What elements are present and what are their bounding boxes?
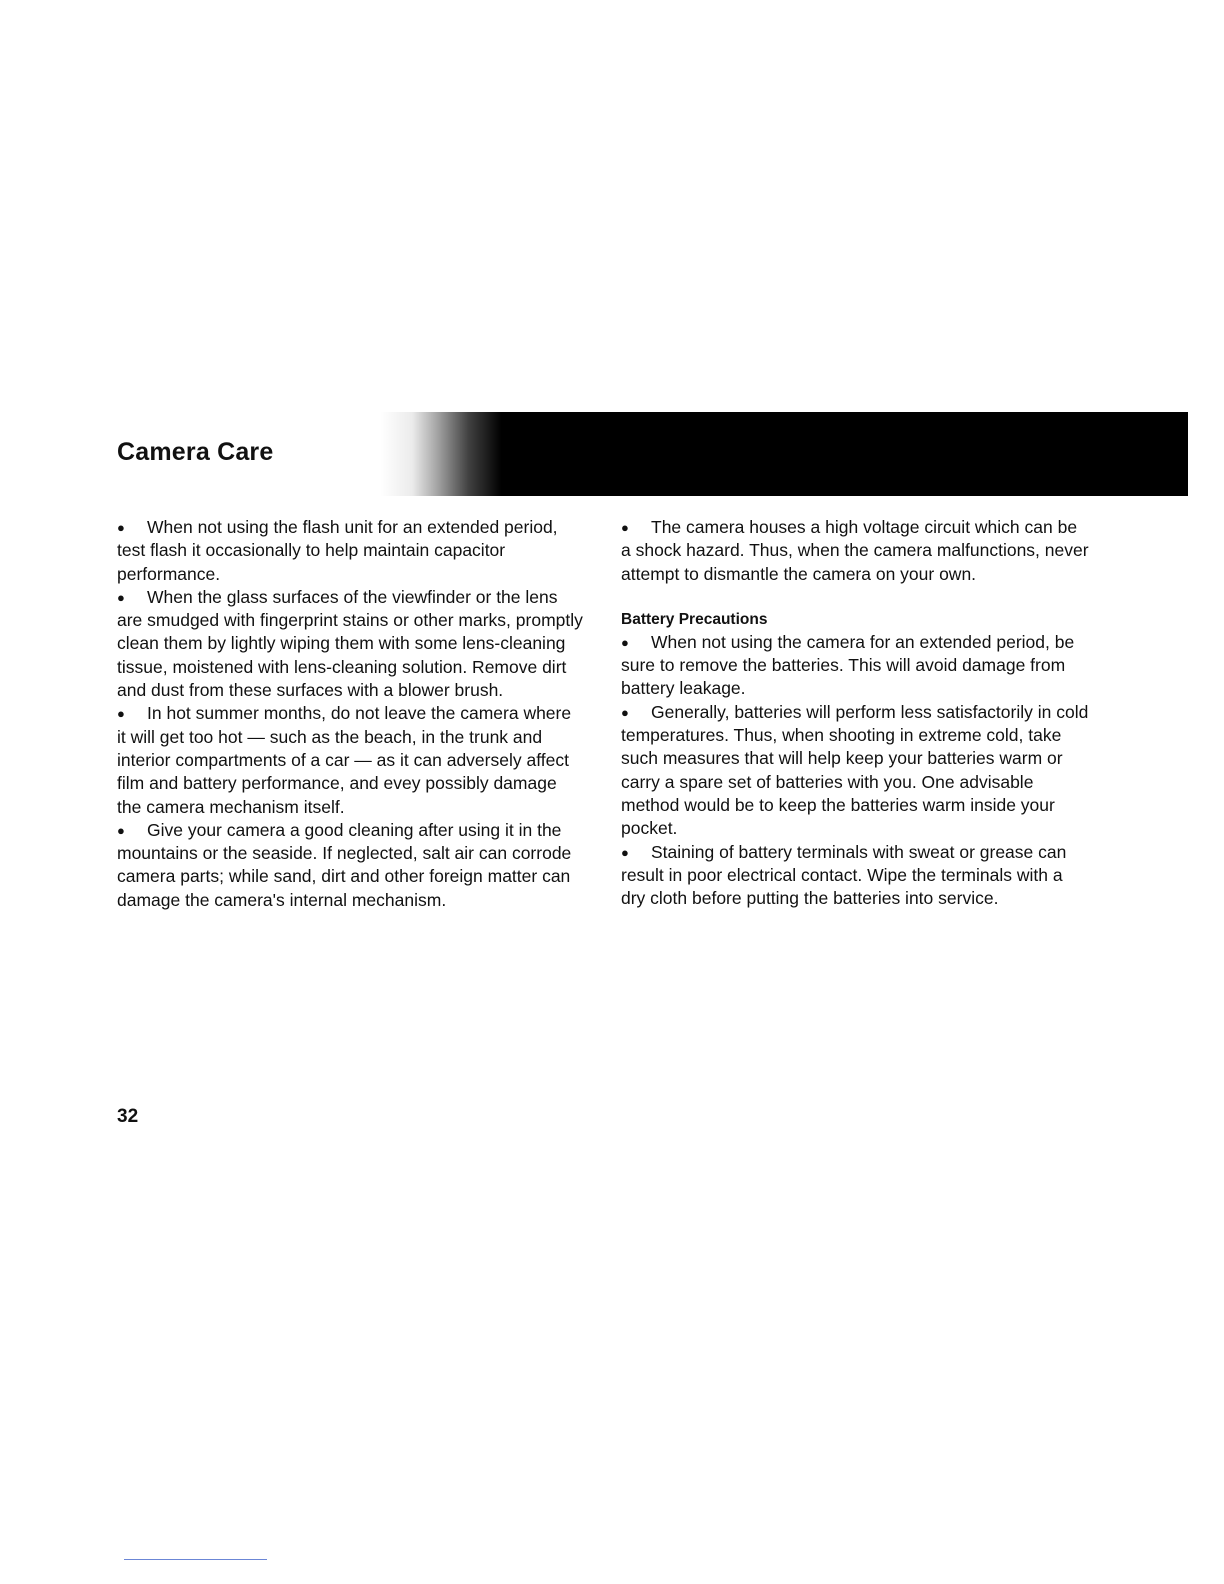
paragraph-text: When not using the camera for an extended period, be sure to remove the batteries. This will avoid damage from battery leakage. [621, 631, 1075, 699]
bullet-icon: ● [117, 706, 125, 722]
header-black-bar [380, 412, 1188, 496]
battery-precautions-heading: Battery Precautions [621, 610, 768, 628]
list-item [621, 631, 1091, 701]
paragraph-text: The camera houses a high voltage circuit which can be a shock hazard. Thus, when the camera malfunctions, never attempt to dismantle the camera on your own. [621, 517, 1089, 584]
right-column [621, 516, 1091, 910]
list-item [117, 819, 583, 912]
paragraph-text: Generally, batteries will perform less satisfactorily in cold temperatures. Thus, when shooting in extreme cold, take such measures that will help keep your batteries warm or carry a spare set of batteries with you. One advisable method would be to keep the batteries warm inside your pocket. [621, 701, 1089, 839]
page-number: 32 [117, 1106, 139, 1127]
bullet-icon: ● [117, 589, 125, 605]
paragraph-text: In hot summer months, do not leave the camera where it will get too hot — such as the beach, in the trunk and interior compartments of a car — as it can adversely affect film and battery performance, and evey possibly damage the camera mechanism itself. [117, 703, 572, 817]
list-item [117, 586, 583, 702]
section-title: Camera Care [117, 438, 274, 466]
bullet-icon: ● [621, 634, 629, 650]
paragraph-text: Staining of battery terminals with sweat or grease can result in poor electrical contact. Wipe the terminals with a dry cloth before putting the batteries into service. [621, 841, 1067, 909]
list-item [621, 701, 1091, 841]
paragraph-text: When not using the flash unit for an extended period, test flash it occasionally to help maintain capacitor performance. [117, 517, 558, 584]
bullet-icon: ● [621, 844, 629, 860]
list-item [621, 841, 1091, 911]
list-item [117, 516, 583, 586]
left-column [117, 516, 583, 912]
list-item [621, 516, 1091, 586]
footer-rule [124, 1559, 267, 1560]
paragraph-text: When the glass surfaces of the viewfinder or the lens are smudged with fingerprint stains or other marks, promptly clean them by lightly wiping them with some lens-cleaning tissue, moistened with lens-cleaning solution. Remove dirt and dust from these surfaces with a blower brush. [117, 586, 583, 701]
list-item [117, 702, 583, 818]
bullet-icon: ● [621, 704, 629, 720]
bullet-icon: ● [117, 520, 125, 535]
bullet-icon: ● [117, 822, 125, 838]
bullet-icon: ● [621, 520, 629, 535]
paragraph-text: Give your camera a good cleaning after using it in the mountains or the seaside. If neglected, salt air can corrode camera parts; while sand, dirt and other foreign matter can damage the camera's internal mechanism. [117, 819, 572, 910]
